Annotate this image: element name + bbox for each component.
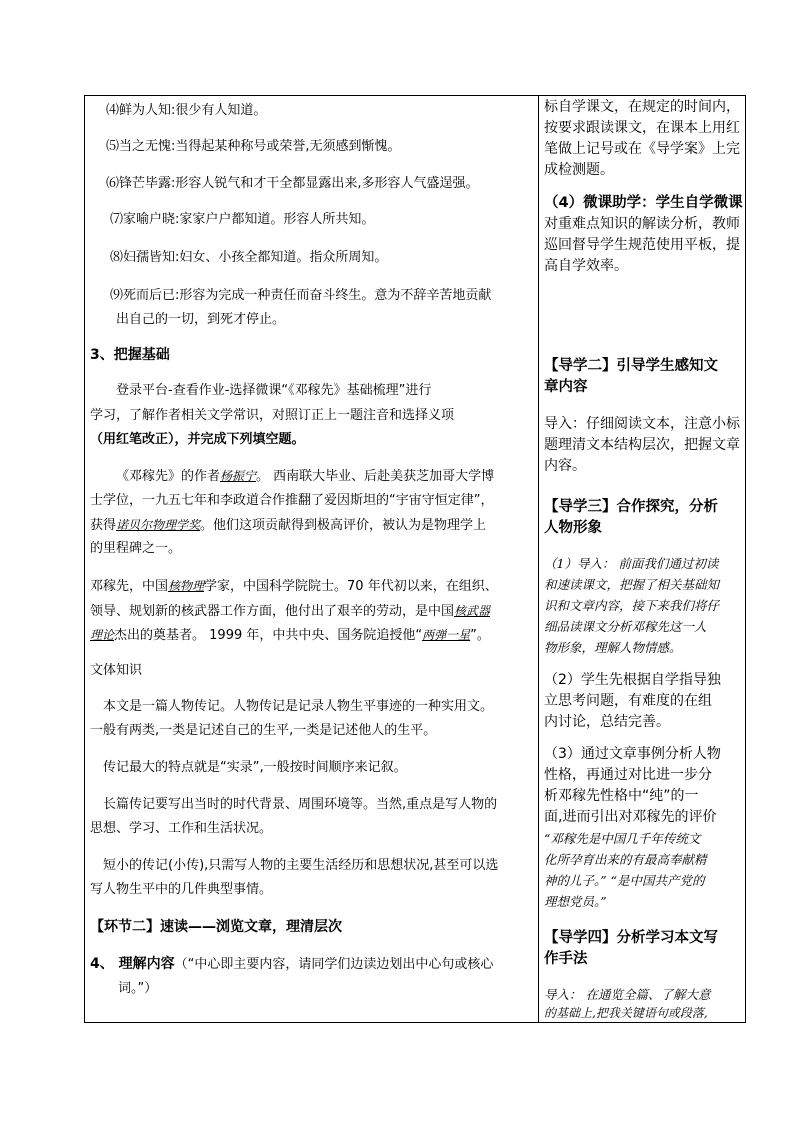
author-line-3 bbox=[90, 518, 486, 533]
micro-label: （4）微课助学：学生自学微课 bbox=[544, 195, 743, 211]
genre-line-7: 写人物生平中的几件典型事情。 bbox=[90, 882, 273, 897]
guide-2-title-2: 章内容 bbox=[544, 379, 588, 395]
genre-line-3: 传记最大的特点就是“实录”,一般按时间顺序来记叙。 bbox=[103, 760, 407, 775]
guide-2-line-3: 内容。 bbox=[544, 458, 586, 474]
genre-line-4: 长篇传记要写出当时的时代背景、周围环境等。当然,重点是写人物的 bbox=[103, 797, 498, 812]
right-top-line-1: 标自学课文，在规定的时间内， bbox=[544, 99, 740, 115]
micro-line-4: 高自学效率。 bbox=[544, 258, 628, 274]
guide-3-p3-line-3: 析邓稼先性格中“纯”的一 bbox=[544, 788, 699, 804]
author-name-handwriting: 杨振宁 bbox=[220, 469, 257, 483]
section-3-line-1: 登录平台-查看作业-选择微课“《邓稼先》基础梳理”进行 bbox=[116, 383, 432, 398]
vocab-item-8: ⑻妇孺皆知:妇女、小孩全都知道。指众所周知。 bbox=[110, 250, 388, 265]
section-4-label: 4、 理解内容 bbox=[90, 956, 175, 972]
guide-3-p1-line-5: 物形象，理解人物情感。 bbox=[544, 640, 682, 655]
author-line-2: 士学位，一九五七年和李政道合作推翻了爱因斯坦的“宇宙守恒定律”， bbox=[90, 493, 494, 508]
section-3-line-3: （用红笔改正），并完成下列填空题。 bbox=[90, 432, 305, 447]
deng-line-3-text-a: 杰出的奠基者。 1999 年，中共中央、国务院追授他“ bbox=[114, 628, 423, 643]
guide-4-title-1: 【导学四】分析学习本文写 bbox=[544, 930, 718, 946]
vocab-item-7: ⑺家喻户晓:家家户户都知道。形容人所共知。 bbox=[110, 212, 375, 227]
deng-line-3 bbox=[90, 628, 490, 643]
link-2-title: 【环节二】速读——浏览文章，理清层次 bbox=[90, 919, 342, 935]
guide-4-line-2: 的基础上,把我关键语句或段落, bbox=[544, 1006, 708, 1020]
nuclear-weapon-handwriting: 核武器 bbox=[454, 604, 491, 618]
guide-3-p3-line-4: 面,进而引出对邓稼先的评价 bbox=[544, 809, 717, 825]
guide-2-title-1: 【导学二】引导学生感知文 bbox=[544, 358, 718, 374]
genre-line-5: 思想、学习、工作和生活状况。 bbox=[90, 821, 273, 836]
guide-3-quote-line-2: 化所孕育出来的有最高奉献精 bbox=[544, 852, 707, 867]
guide-2-line-1: 导入：仔细阅读文本，注意小标 bbox=[544, 416, 740, 432]
guide-4-title-2: 作手法 bbox=[544, 951, 588, 967]
vocab-item-9-cont: 出自己的一切，到死才停止。 bbox=[116, 312, 286, 327]
author-line-3-text-a: 获得 bbox=[90, 518, 117, 533]
guide-3-quote-line-1: “邓稼先是中国几千年传统文 bbox=[544, 831, 701, 846]
guide-3-p2-line-3: 内讨论，总结完善。 bbox=[544, 714, 670, 730]
guide-2-line-2: 题理清文本结构层次，把握文章 bbox=[544, 437, 740, 453]
micro-line-1 bbox=[544, 193, 743, 214]
author-line-3-text-b: 。他们这项贡献得到极高评价，被认为是物理学上 bbox=[200, 518, 487, 533]
guide-3-quote-line-4: 理想党员。” bbox=[544, 894, 607, 909]
guide-3-p1-line-1: （1）导入： 前面我们通过初读 bbox=[544, 556, 719, 571]
genre-line-1: 本文是一篇人物传记。人物传记是记录人物生平事迹的一种实用文。 bbox=[103, 699, 494, 714]
genre-title: 文体知识 bbox=[90, 663, 143, 678]
guide-3-p1-line-3: 识和文章内容，接下来我们将仔 bbox=[544, 598, 720, 613]
column-divider bbox=[538, 95, 539, 1023]
guide-3-p2-line-2: 立思考问题，有难度的在组 bbox=[544, 693, 712, 709]
section-3-line-2: 学习，了解作者相关文学常识，对照订正上一题注音和选择义项 bbox=[90, 408, 455, 423]
deng-line-3-text-b: ”。 bbox=[470, 628, 490, 643]
guide-4-line-1: 导入： 在通览全篇、了解大意 bbox=[544, 987, 711, 1002]
author-line-1-text-b: 。 西南联大毕业、后赴美获芝加哥大学博 bbox=[256, 469, 495, 484]
deng-line-1-text-b: 学家，中国科学院院士。70 年代初以来，在组织、 bbox=[204, 579, 498, 594]
vocab-item-5: ⑸当之无愧:当得起某种称号或荣誉,无须感到惭愧。 bbox=[106, 139, 401, 154]
micro-line-3: 巡回督导学生规范使用平板，提 bbox=[544, 237, 740, 253]
field-handwriting: 核物理 bbox=[168, 579, 205, 593]
section-4-line-1 bbox=[90, 957, 493, 972]
section-4-instruction: （“中心即主要内容，请同学们边读边划出中心句或核心 bbox=[174, 957, 494, 972]
guide-3-title-1: 【导学三】合作探究，分析 bbox=[544, 499, 718, 515]
section-4-line-2: 词。”） bbox=[118, 981, 158, 996]
guide-3-p1-line-2: 和速读课文，把握了相关基础知 bbox=[544, 577, 720, 592]
guide-3-p2-line-1: （2）学生先根据自学指导独 bbox=[544, 672, 721, 688]
section-3-title: 3、把握基础 bbox=[90, 347, 170, 363]
author-line-1-text-a: 《邓稼先》的作者 bbox=[116, 469, 221, 484]
vocab-item-6: ⑹锋芒毕露:形容人锐气和才干全都显露出来,多形容人气盛逞强。 bbox=[106, 176, 479, 191]
right-top-line-3: 笔做上记号或在《导学案》上完 bbox=[544, 141, 740, 157]
deng-line-2-text: 领导、规划新的核武器工作方面，他付出了艰辛的劳动，是中国 bbox=[90, 604, 455, 619]
guide-3-p3-line-2: 性格，再通过对比进一步分 bbox=[544, 767, 712, 783]
guide-3-p3-line-1: （3）通过文章事例分析人物 bbox=[544, 746, 721, 762]
two-bombs-handwriting: 两弹一星 bbox=[422, 628, 471, 642]
genre-line-6: 短小的传记(小传),只需写人物的主要生活经历和思想状况,甚至可以选 bbox=[103, 858, 499, 873]
author-line-4: 的里程碑之一。 bbox=[90, 541, 182, 556]
deng-line-1-text-a: 邓稼先，中国 bbox=[90, 579, 169, 594]
guide-3-p1-line-4: 细品读课文分析邓稼先这一人 bbox=[544, 619, 707, 634]
author-line-1 bbox=[116, 469, 494, 484]
guide-3-title-2: 人物形象 bbox=[544, 520, 602, 536]
guide-3-quote-line-3: 神的儿子。” “是中国共产党的 bbox=[544, 873, 705, 888]
vocab-item-9: ⑼死而后已:形容为完成一种责任而奋斗终生。意为不辞辛苦地贡献 bbox=[110, 288, 492, 303]
deng-line-2 bbox=[90, 604, 490, 619]
theory-handwriting: 理论 bbox=[90, 628, 115, 642]
micro-line-2: 对重难点知识的解读分析，教师 bbox=[544, 216, 740, 232]
deng-line-1 bbox=[90, 579, 498, 594]
award-handwriting: 诺贝尔物理学奖 bbox=[116, 518, 201, 532]
genre-line-2: 一般有两类,一类是记述自己的生平,一类是记述他人的生平。 bbox=[90, 723, 437, 738]
vocab-item-4: ⑷鲜为人知:很少有人知道。 bbox=[106, 103, 267, 118]
right-top-line-2: 按要求跟读课文，在课本上用红 bbox=[544, 120, 740, 136]
right-top-line-4: 成检测题。 bbox=[544, 162, 614, 178]
